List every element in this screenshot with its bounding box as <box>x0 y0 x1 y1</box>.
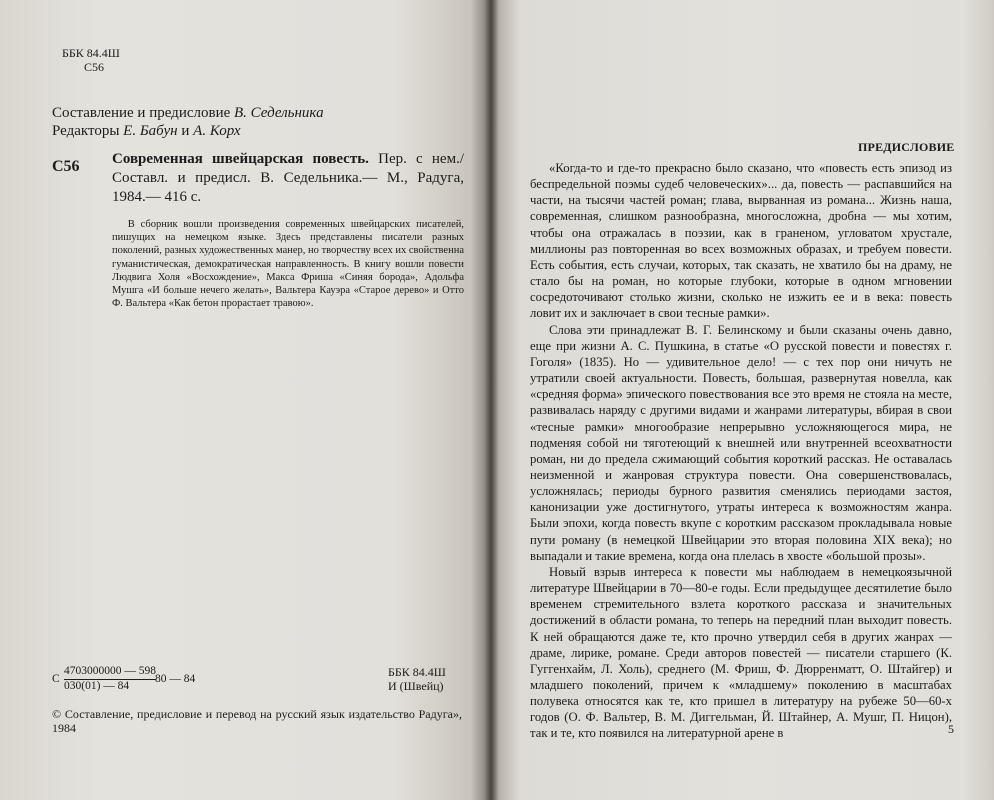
preface-heading: ПРЕДИСЛОВИЕ <box>858 140 955 154</box>
bbk-footer-code: ББК 84.4Ш <box>388 665 446 679</box>
left-page <box>0 0 490 800</box>
formula-lead: С <box>52 673 60 685</box>
compiler-name: В. Седельника <box>234 105 324 121</box>
right-page <box>490 0 994 800</box>
book-spine-shadow <box>484 0 498 800</box>
copyright: © Составление, предисловие и перевод на русский язык издательство Радуга», 1984 <box>52 707 462 735</box>
catalog-entry <box>112 150 464 207</box>
isbn-formula <box>52 665 222 695</box>
bbk-code: ББК 84.4Ш <box>62 46 120 60</box>
bbk-footer <box>388 665 446 693</box>
paragraph: «Когда-то и где-то прекрасно было сказано, что «повесть есть эпизод из беспредельной поэмы судеб человеческих»... да, повесть — распавшийся на части, на тысячи частей роман; глава, вырванная из романа... Жизнь наша, современная, слишком разнообразна, многосложна, дробна — мы хотим, чтобы она отражалась в поэзии, как в граненом, угловатом хрустале, миллионы раз повторенная во всех возможных образах, и требуем повести. Есть события, есть случаи, которых, так сказать, не хватило бы на драму, не стало бы на роман, но которые глубоки, которые в одном мгновении сосредоточивают столько жизни, сколько не изжить ее и в века: повесть ловит их и заключает в свои тесные рамки». <box>530 161 952 321</box>
formula-denominator: 030(01) — 84 <box>64 680 130 692</box>
paragraph: Слова эти принадлежат В. Г. Белинскому и были сказаны очень давно, еще при жизни А. С. Пушкина, в статье «О русской повести и повестях г. Гоголя» (1835). Но — удивительное дело! — с тех пор они ничуть не утратили своей актуальности. Повесть, большая, развернутая новелла, как «средняя форма» эпического повествования все это время не стояла на месте, развивалась наряду с другими видами и жанрами литературы, вбирая в свои «тесные рамки» многообразие непрерывно усложняющегося мира, не подменяя собой ни тяготеющий к внешней или внутренней всеохватности роман, ни до предела сжимающий события короткий рассказ. Не оставалась неизменной и жанровая структура повести. Она совершенствовалась, усложнялась; периоды бурного развития сменялись периодами застоя, канонизации уже достигнутого, утраты интереса к возможностям жанра. Были эпохи, когда повесть вкупе с коротким рассказом прокладывала новые пути роману (в немецкой Швейцарии это вторая половина XIX века); но выпадали и такие времена, когда она плелась в хвосте «большой прозы». <box>530 322 952 563</box>
bbk-header <box>62 46 120 74</box>
formula-numerator: 4703000000 — 598 <box>64 665 156 680</box>
editors-line: Редакторы Е. Бабун и А. Корх <box>52 123 241 139</box>
editor-name-2: А. Корх <box>193 123 241 139</box>
compilers-credits <box>52 104 324 140</box>
paragraph: Новый взрыв интереса к повести мы наблюдаем в немецкоязычной литературе Швейцарии в 70—80-е годы. Если предыдущее десятилетие было временем стремительного взлета короткого рассказа и значительных достижений в области романа, то теперь на передний план выходит повесть. К ней обращаются даже те, кто прочно утвердил себя в других жанрах — драме, лирике, романе. Среди авторов повестей — писатели старшего (К. Гуггенхайм, Л. Холь), среднего (М. Фриш, Ф. Дюрренматт, О. Штайгер) и младшего поколений, причем к «младшему» поколению в масштабах полувека относятся как те, кто пришел в литературу на рубеже 50—60-х годов (О. Ф. Вальтер, В. М. Диггельман, Й. Штайнер, А. Мушг, П. Ницон), так и те, кто появился на литературной арене в <box>530 564 952 741</box>
author-sign: С56 <box>84 60 105 74</box>
catalog-code: С56 <box>52 158 80 175</box>
compiler-line: Составление и предисловие В. Седельника <box>52 105 324 121</box>
preface-body <box>530 160 952 742</box>
book-title: Современная швейцарская повесть. <box>112 151 369 167</box>
formula-tail: 80 — 84 <box>155 673 196 685</box>
catalog-details: Пер. с нем./Составл. и предисл. В. Седельника.— М., Радуга, 1984.— 416 с. <box>112 151 464 205</box>
annotation: В сборник вошли произведения современных швейцарских писателей, пишущих на немецком языке. Здесь представлены писатели разных поколений, разных художественных манер, но творчеству всех их свойственна гуманистическая, демократическая направленность. В книгу вошли повести Людвига Холя «Восхождение», Макса Фриша «Синяя борода», Адольфа Мушга «И больше нечего желать», Вальтера Кауэра «Старое дерево» и Отто Ф. Вальтера «Как бетон прорастает травою». <box>112 219 464 310</box>
bbk-footer-class: И (Швейц) <box>388 679 444 693</box>
editor-name-1: Е. Бабун <box>123 123 178 139</box>
page-number: 5 <box>948 722 954 736</box>
